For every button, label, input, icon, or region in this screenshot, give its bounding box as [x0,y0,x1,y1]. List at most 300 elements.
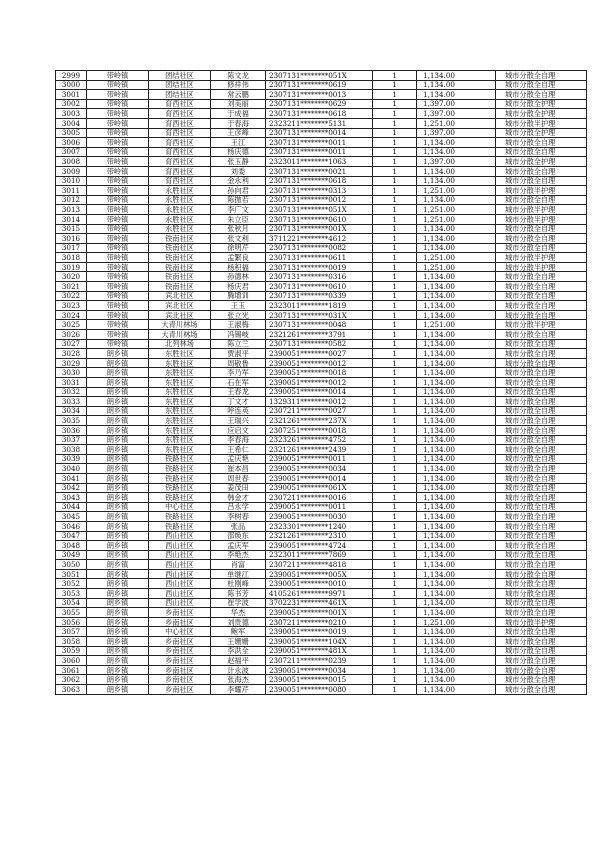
row-number-cell: 3032 [56,387,87,397]
support-type-cell: 城市分散全自理 [496,598,587,608]
household-count-cell: 1 [373,71,417,81]
community-name-cell: 东胜社区 [149,416,211,426]
household-count-cell: 1 [373,186,417,196]
amount-cell: 1,134.00 [417,406,496,416]
community-name-cell: 西山社区 [149,598,211,608]
id-number-cell: 4105261********9971 [266,589,373,599]
row-number-cell: 3022 [56,291,87,301]
id-number-cell: 2321261********2310 [266,531,373,541]
id-number-cell: 2390051********0011 [266,454,373,464]
town-name-cell: 带岭镇 [87,301,149,311]
table-row [56,349,587,359]
town-name-cell: 朗乡镇 [87,560,149,570]
town-name-cell: 带岭镇 [87,147,149,157]
table-row [56,493,587,503]
town-name-cell: 带岭镇 [87,195,149,205]
community-name-cell: 乡南社区 [149,637,211,647]
community-name-cell: 东胜社区 [149,349,211,359]
row-number-cell: 3038 [56,445,87,455]
row-number-cell: 3025 [56,320,87,330]
row-number-cell: 3009 [56,166,87,176]
id-number-cell: 2390051********0019 [266,627,373,637]
row-number-cell: 3029 [56,358,87,368]
household-count-cell: 1 [373,445,417,455]
amount-cell: 1,134.00 [417,387,496,397]
id-number-cell: 2390051********0027 [266,349,373,359]
household-count-cell: 1 [373,387,417,397]
community-name-cell: 乡南社区 [149,665,211,675]
support-type-cell: 城市分散全自理 [496,675,587,685]
table-row [56,550,587,560]
town-name-cell: 朗乡镇 [87,454,149,464]
support-type-cell: 城市分散全自理 [496,646,587,656]
row-number-cell: 3008 [56,157,87,167]
row-number-cell: 3001 [56,90,87,100]
town-name-cell: 朗乡镇 [87,637,149,647]
amount-cell: 1,134.00 [417,512,496,522]
support-type-cell: 城市分散全自理 [496,656,587,666]
town-name-cell: 带岭镇 [87,99,149,109]
person-name-cell: 刘贵德 [211,617,266,627]
town-name-cell: 朗乡镇 [87,675,149,685]
id-number-cell: 2390051********0011 [266,502,373,512]
support-type-cell: 城市分散全自理 [496,368,587,378]
table-row [56,330,587,340]
community-name-cell: 西山社区 [149,569,211,579]
table-row [56,521,587,531]
id-number-cell: 2307131********0082 [266,243,373,253]
town-name-cell: 带岭镇 [87,157,149,167]
community-name-cell: 育西社区 [149,157,211,167]
town-name-cell: 带岭镇 [87,330,149,340]
table-row [56,512,587,522]
row-number-cell: 3014 [56,214,87,224]
support-type-cell: 城市分散全自理 [496,243,587,253]
person-name-cell: 张立光 [211,310,266,320]
town-name-cell: 朗乡镇 [87,685,149,695]
id-number-cell: 2307131********0619 [266,80,373,90]
support-type-cell: 城市分散全自理 [496,339,587,349]
table-row [56,71,587,81]
amount-cell: 1,134.00 [417,608,496,618]
town-name-cell: 朗乡镇 [87,387,149,397]
table-row [56,253,587,263]
support-type-cell: 城市分散全自理 [496,579,587,589]
town-name-cell: 带岭镇 [87,234,149,244]
person-name-cell: 吕永学 [211,502,266,512]
town-name-cell: 朗乡镇 [87,349,149,359]
table-row [56,282,587,292]
amount-cell: 1,251.00 [417,118,496,128]
household-count-cell: 1 [373,617,417,627]
amount-cell: 1,134.00 [417,675,496,685]
household-count-cell: 1 [373,99,417,109]
amount-cell: 1,134.00 [417,425,496,435]
community-name-cell: 东胜社区 [149,387,211,397]
support-type-cell: 城市分散全自理 [496,358,587,368]
id-number-cell: 2307131********051X [266,71,373,81]
support-type-cell: 城市分散半护理 [496,253,587,263]
household-count-cell: 1 [373,541,417,551]
town-name-cell: 带岭镇 [87,109,149,119]
person-name-cell: 张玉静 [211,157,266,167]
household-count-cell: 1 [373,90,417,100]
town-name-cell: 朗乡镇 [87,397,149,407]
community-name-cell: 铁路社区 [149,483,211,493]
community-name-cell: 育西社区 [149,176,211,186]
household-count-cell: 1 [373,627,417,637]
person-name-cell: 崔本昌 [211,464,266,474]
row-number-cell: 3043 [56,493,87,503]
amount-cell: 1,397.00 [417,99,496,109]
row-number-cell: 3062 [56,675,87,685]
household-count-cell: 1 [373,579,417,589]
person-name-cell: 周世春 [211,473,266,483]
table-row [56,166,587,176]
amount-cell: 1,134.00 [417,483,496,493]
household-count-cell: 1 [373,262,417,272]
table-row [56,157,587,167]
amount-cell: 1,134.00 [417,445,496,455]
household-count-cell: 1 [373,291,417,301]
person-name-cell: 张文利 [211,234,266,244]
id-number-cell: 2390051********0012 [266,358,373,368]
amount-cell: 1,134.00 [417,272,496,282]
person-name-cell: 贾淑平 [211,349,266,359]
community-name-cell: 团结社区 [149,90,211,100]
household-count-cell: 1 [373,80,417,90]
row-number-cell: 3036 [56,425,87,435]
support-type-cell: 城市分散全自理 [496,637,587,647]
support-type-cell: 城市分散全自理 [496,521,587,531]
community-name-cell: 乡南社区 [149,608,211,618]
amount-cell: 1,134.00 [417,358,496,368]
support-type-cell: 城市分散半护理 [496,617,587,627]
amount-cell: 1,134.00 [417,685,496,695]
table-row [56,416,587,426]
household-count-cell: 1 [373,166,417,176]
support-type-cell: 城市分散全自理 [496,445,587,455]
town-name-cell: 朗乡镇 [87,646,149,656]
community-name-cell: 宾北社区 [149,301,211,311]
town-name-cell: 带岭镇 [87,243,149,253]
support-type-cell: 城市分散全自理 [496,569,587,579]
records-table [55,70,587,695]
table-row [56,310,587,320]
support-type-cell: 城市分散全自理 [496,147,587,157]
id-number-cell: 2307131********0011 [266,138,373,148]
person-name-cell: 李洪全 [211,646,266,656]
community-name-cell: 铁路社区 [149,464,211,474]
id-number-cell: 2390051********0034 [266,665,373,675]
person-name-cell: 孟庆艳 [211,454,266,464]
row-number-cell: 3042 [56,483,87,493]
id-number-cell: 2390051********0012 [266,378,373,388]
town-name-cell: 朗乡镇 [87,425,149,435]
household-count-cell: 1 [373,214,417,224]
id-number-cell: 3711221********4612 [266,234,373,244]
support-type-cell: 城市分散全护理 [496,128,587,138]
table-row [56,118,587,128]
table-row [56,320,587,330]
amount-cell: 1,134.00 [417,627,496,637]
row-number-cell: 3031 [56,378,87,388]
household-count-cell: 1 [373,435,417,445]
amount-cell: 1,134.00 [417,569,496,579]
person-name-cell: 陈书芳 [211,589,266,599]
community-name-cell: 大青川林场 [149,330,211,340]
id-number-cell: 2307131********0610 [266,214,373,224]
household-count-cell: 1 [373,234,417,244]
row-number-cell: 3015 [56,224,87,234]
table-row [56,368,587,378]
support-type-cell: 城市分散半护理 [496,186,587,196]
town-name-cell: 带岭镇 [87,262,149,272]
id-number-cell: 2390051********0030 [266,512,373,522]
person-name-cell: 计永波 [211,665,266,675]
id-number-cell: 2307251********0018 [266,425,373,435]
town-name-cell: 带岭镇 [87,186,149,196]
id-number-cell: 2307211********0239 [266,656,373,666]
support-type-cell: 城市分散全自理 [496,435,587,445]
amount-cell: 1,134.00 [417,80,496,90]
amount-cell: 1,134.00 [417,147,496,157]
town-name-cell: 朗乡镇 [87,656,149,666]
amount-cell: 1,134.00 [417,282,496,292]
town-name-cell: 朗乡镇 [87,541,149,551]
id-number-cell: 2390051********481X [266,646,373,656]
support-type-cell: 城市分散全自理 [496,416,587,426]
table-row [56,531,587,541]
household-count-cell: 1 [373,147,417,157]
id-number-cell: 2390051********0080 [266,685,373,695]
amount-cell: 1,134.00 [417,473,496,483]
community-name-cell: 西山社区 [149,560,211,570]
amount-cell: 1,134.00 [417,598,496,608]
town-name-cell: 带岭镇 [87,214,149,224]
household-count-cell: 1 [373,205,417,215]
table-row [56,128,587,138]
support-type-cell: 城市分散全自理 [496,387,587,397]
id-number-cell: 2323261********4752 [266,435,373,445]
table-row [56,301,587,311]
id-number-cell: 2390051********0014 [266,473,373,483]
community-name-cell: 东胜社区 [149,406,211,416]
table-row [56,656,587,666]
id-number-cell: 2323011********1819 [266,301,373,311]
community-name-cell: 团结社区 [149,71,211,81]
support-type-cell: 城市分散全自理 [496,608,587,618]
person-name-cell: 张品 [211,521,266,531]
community-name-cell: 乡南社区 [149,617,211,627]
table-row [56,579,587,589]
id-number-cell: 2307131********0021 [266,166,373,176]
table-row [56,147,587,157]
household-count-cell: 1 [373,368,417,378]
person-name-cell: 李树春 [211,512,266,522]
support-type-cell: 城市分散全自理 [496,425,587,435]
table-row [56,387,587,397]
row-number-cell: 3061 [56,665,87,675]
amount-cell: 1,251.00 [417,253,496,263]
row-number-cell: 3017 [56,243,87,253]
id-number-cell: 2307131********001X [266,224,373,234]
table-row [56,617,587,627]
row-number-cell: 3035 [56,416,87,426]
town-name-cell: 带岭镇 [87,128,149,138]
person-name-cell: 孟繁良 [211,253,266,263]
community-name-cell: 乡南社区 [149,656,211,666]
community-name-cell: 永胜社区 [149,214,211,224]
table-row [56,99,587,109]
amount-cell: 1,134.00 [417,541,496,551]
support-type-cell: 城市分散全自理 [496,406,587,416]
amount-cell: 1,134.00 [417,416,496,426]
household-count-cell: 1 [373,195,417,205]
support-type-cell: 城市分散半护理 [496,118,587,128]
household-count-cell: 1 [373,330,417,340]
household-count-cell: 1 [373,118,417,128]
person-name-cell: 修祥伟 [211,80,266,90]
amount-cell: 1,251.00 [417,262,496,272]
person-name-cell: 丁文才 [211,397,266,407]
community-name-cell: 铁路社区 [149,521,211,531]
support-type-cell: 城市分散全自理 [496,90,587,100]
town-name-cell: 朗乡镇 [87,665,149,675]
amount-cell: 1,134.00 [417,339,496,349]
community-name-cell: 永胜社区 [149,186,211,196]
household-count-cell: 1 [373,425,417,435]
amount-cell: 1,134.00 [417,435,496,445]
person-name-cell: 鲍军 [211,627,266,637]
id-number-cell: 2307131********0019 [266,262,373,272]
person-name-cell: 杜刚峰 [211,579,266,589]
town-name-cell: 带岭镇 [87,90,149,100]
amount-cell: 1,134.00 [417,502,496,512]
support-type-cell: 城市分散全护理 [496,157,587,167]
amount-cell: 1,134.00 [417,368,496,378]
town-name-cell: 朗乡镇 [87,502,149,512]
person-name-cell: 姜茂田 [211,483,266,493]
person-name-cell: 周敬鲁 [211,358,266,368]
amount-cell: 1,134.00 [417,301,496,311]
row-number-cell: 2999 [56,71,87,81]
community-name-cell: 育西社区 [149,109,211,119]
person-name-cell: 杨庆君 [211,282,266,292]
id-number-cell: 2307131********0012 [266,195,373,205]
community-name-cell: 东胜社区 [149,397,211,407]
support-type-cell: 城市分散全自理 [496,589,587,599]
household-count-cell: 1 [373,675,417,685]
id-number-cell: 2390051********0015 [266,675,373,685]
town-name-cell: 带岭镇 [87,138,149,148]
person-name-cell: 杨积福 [211,262,266,272]
row-number-cell: 3063 [56,685,87,695]
household-count-cell: 1 [373,138,417,148]
household-count-cell: 1 [373,589,417,599]
row-number-cell: 3030 [56,368,87,378]
person-name-cell: 王瑞兴 [211,416,266,426]
community-name-cell: 永胜社区 [149,205,211,215]
support-type-cell: 城市分散全自理 [496,560,587,570]
id-number-cell: 2390051********4724 [266,541,373,551]
row-number-cell: 3028 [56,349,87,359]
table-row [56,675,587,685]
household-count-cell: 1 [373,569,417,579]
town-name-cell: 朗乡镇 [87,378,149,388]
household-count-cell: 1 [373,464,417,474]
row-number-cell: 3059 [56,646,87,656]
household-count-cell: 1 [373,253,417,263]
town-name-cell: 朗乡镇 [87,617,149,627]
household-count-cell: 1 [373,157,417,167]
person-name-cell: 孙德林 [211,272,266,282]
person-name-cell: 李艳杰 [211,550,266,560]
town-name-cell: 朗乡镇 [87,608,149,618]
amount-cell: 1,134.00 [417,138,496,148]
amount-cell: 1,134.00 [417,397,496,407]
town-name-cell: 朗乡镇 [87,435,149,445]
table-row [56,598,587,608]
town-name-cell: 带岭镇 [87,224,149,234]
person-name-cell: 王春龙 [211,387,266,397]
household-count-cell: 1 [373,224,417,234]
household-count-cell: 1 [373,339,417,349]
town-name-cell: 朗乡镇 [87,550,149,560]
town-name-cell: 带岭镇 [87,176,149,186]
person-name-cell: 王希仁 [211,445,266,455]
support-type-cell: 城市分散全自理 [496,550,587,560]
row-number-cell: 3040 [56,464,87,474]
person-name-cell: 王玉 [211,301,266,311]
community-name-cell: 宾北社区 [149,310,211,320]
id-number-cell: 2307131********0618 [266,109,373,119]
town-name-cell: 朗乡镇 [87,521,149,531]
town-name-cell: 朗乡镇 [87,512,149,522]
person-name-cell: 刘委 [211,166,266,176]
id-number-cell: 2307131********051X [266,205,373,215]
community-name-cell: 西山社区 [149,531,211,541]
person-name-cell: 肖富 [211,560,266,570]
id-number-cell: 2307131********031X [266,310,373,320]
table-row [56,243,587,253]
row-number-cell: 3013 [56,205,87,215]
support-type-cell: 城市分散全自理 [496,291,587,301]
community-name-cell: 铁路社区 [149,473,211,483]
town-name-cell: 带岭镇 [87,166,149,176]
household-count-cell: 1 [373,358,417,368]
community-name-cell: 宾北社区 [149,291,211,301]
id-number-cell: 2390051********104X [266,637,373,647]
support-type-cell: 城市分散全自理 [496,310,587,320]
amount-cell: 1,134.00 [417,166,496,176]
household-count-cell: 1 [373,637,417,647]
town-name-cell: 带岭镇 [87,272,149,282]
person-name-cell: 腾增训 [211,291,266,301]
household-count-cell: 1 [373,550,417,560]
household-count-cell: 1 [373,656,417,666]
person-name-cell: 韩金才 [211,493,266,503]
support-type-cell: 城市分散全自理 [496,80,587,90]
amount-cell: 1,134.00 [417,243,496,253]
id-number-cell: 2321261********2439 [266,445,373,455]
household-count-cell: 1 [373,320,417,330]
id-number-cell: 2323011********7869 [266,550,373,560]
id-number-cell: 1329311********0012 [266,397,373,407]
id-number-cell: 2390051********061X [266,483,373,493]
support-type-cell: 城市分散全自理 [496,234,587,244]
person-name-cell: 陈文龙 [211,71,266,81]
